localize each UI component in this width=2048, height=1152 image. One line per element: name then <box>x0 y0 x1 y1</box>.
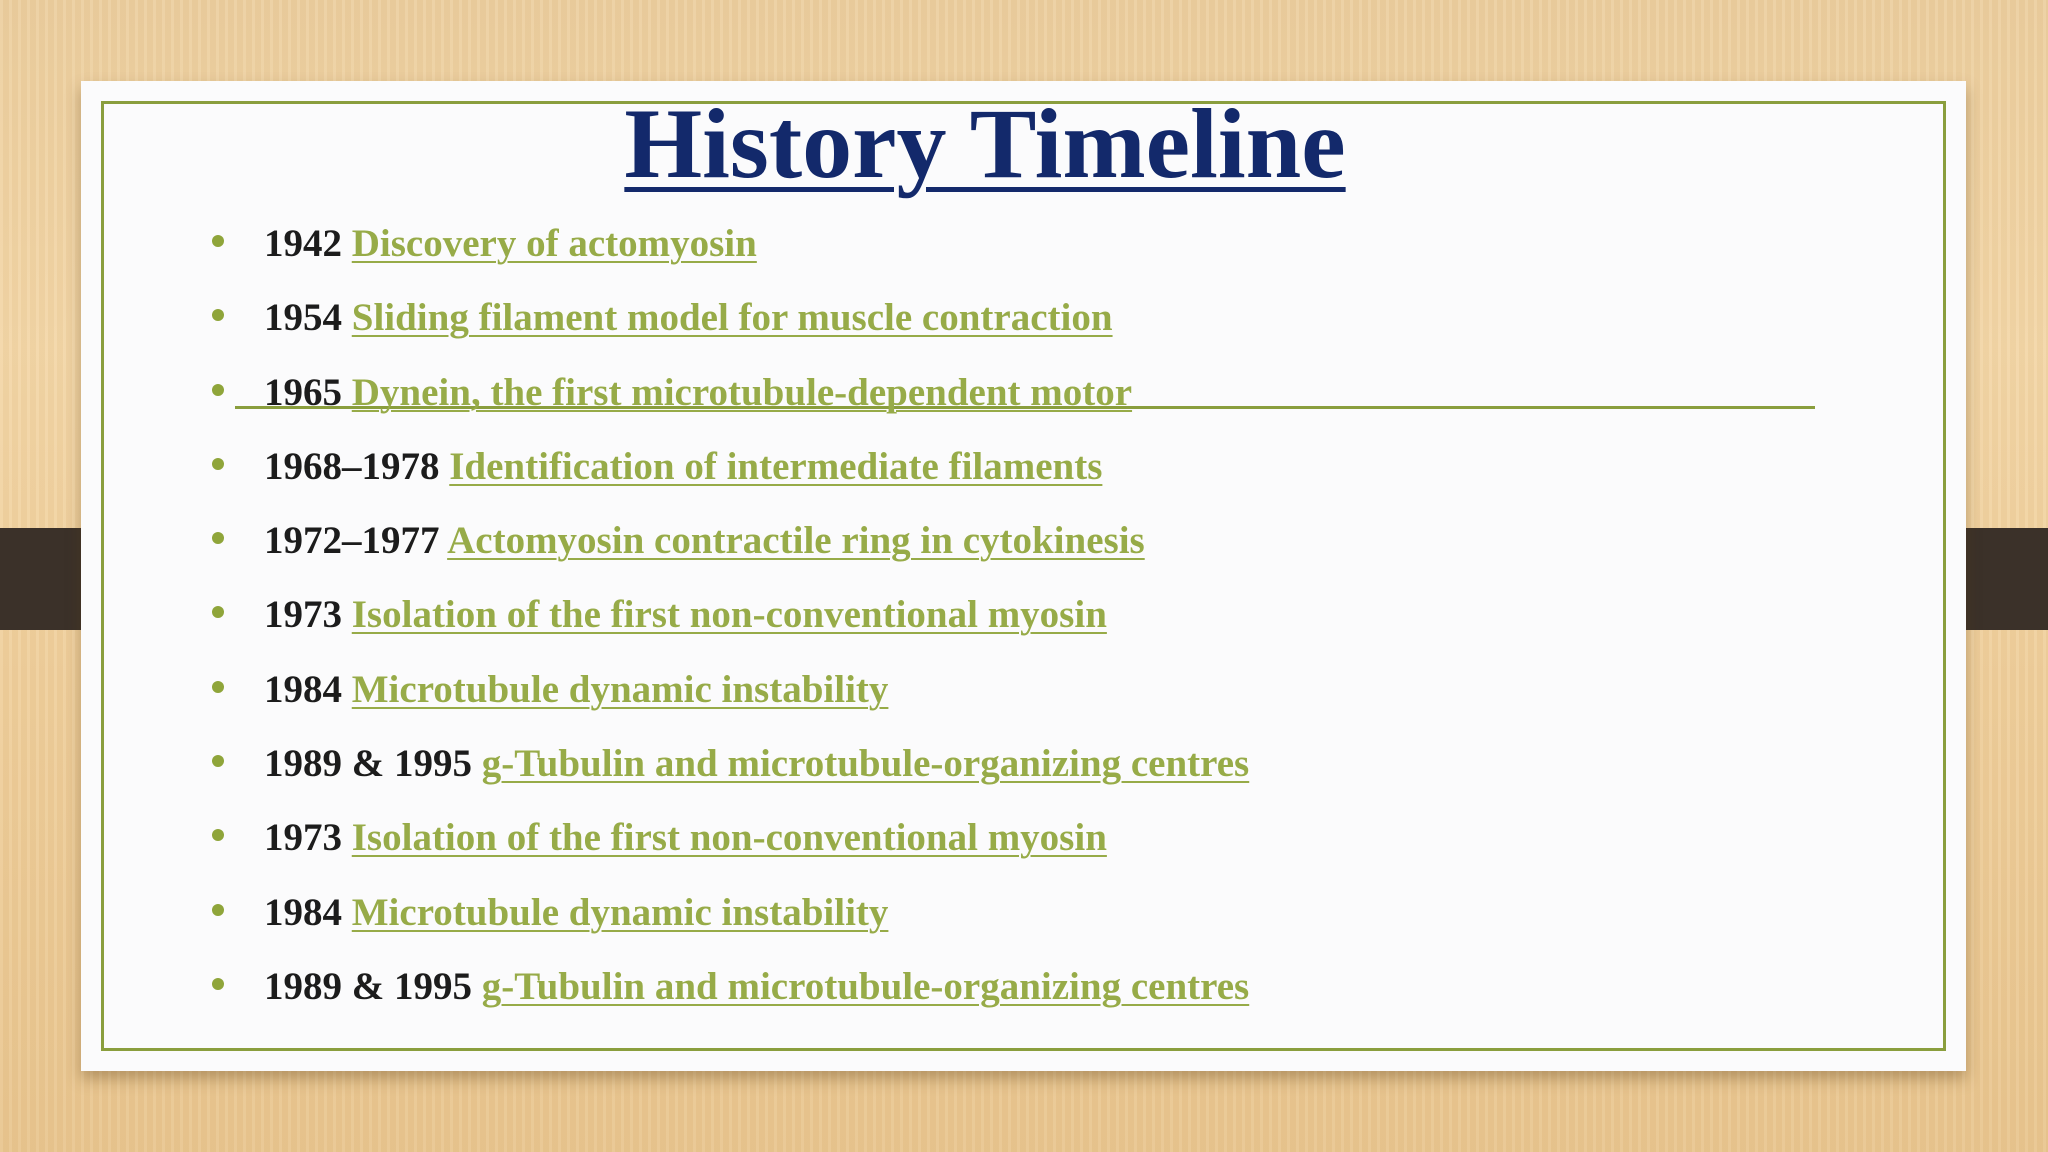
bullet-icon <box>212 681 224 693</box>
timeline-year: 1965 <box>264 370 342 414</box>
timeline-year: 1942 <box>264 222 342 265</box>
timeline-year: 1989 & 1995 <box>264 964 472 1008</box>
bullet-icon <box>212 904 224 916</box>
bullet-icon <box>212 978 224 990</box>
timeline-link[interactable]: Actomyosin contractile ring in cytokinesis <box>447 519 1145 563</box>
timeline-link[interactable]: Isolation of the first non-conventional myosin <box>351 593 1107 637</box>
timeline-link[interactable]: Discovery of actomyosin <box>351 222 757 265</box>
timeline-year: 1973 <box>264 593 342 637</box>
bullet-icon <box>212 755 224 767</box>
bullet-icon <box>212 235 224 247</box>
timeline-link[interactable]: Identification of intermediate filaments <box>449 444 1103 488</box>
timeline-link[interactable]: Microtubule dynamic instability <box>351 667 889 711</box>
timeline-year: 1968–1978 <box>264 444 440 488</box>
timeline-year: 1973 <box>264 816 342 860</box>
timeline-link[interactable]: g-Tubulin and microtubule-organizing centres <box>481 964 1250 1008</box>
timeline-link[interactable]: g-Tubulin and microtubule-organizing centres <box>481 742 1250 786</box>
timeline-link[interactable]: Microtubule dynamic instability <box>351 890 889 934</box>
bullet-icon <box>212 384 224 396</box>
timeline-year: 1984 <box>264 667 342 711</box>
timeline-year: 1989 & 1995 <box>264 742 472 786</box>
timeline-link[interactable]: Dynein, the first microtubule-dependent motor <box>351 370 1133 414</box>
bullet-icon <box>212 458 224 470</box>
timeline-year: 1972–1977 <box>264 519 440 563</box>
timeline-link[interactable]: Sliding filament model for muscle contraction <box>351 296 1113 340</box>
timeline-link[interactable]: Isolation of the first non-conventional myosin <box>351 816 1107 860</box>
timeline-year: 1984 <box>264 890 342 934</box>
timeline-year: 1954 <box>264 296 342 340</box>
slide-title: History Timeline <box>624 88 1346 199</box>
